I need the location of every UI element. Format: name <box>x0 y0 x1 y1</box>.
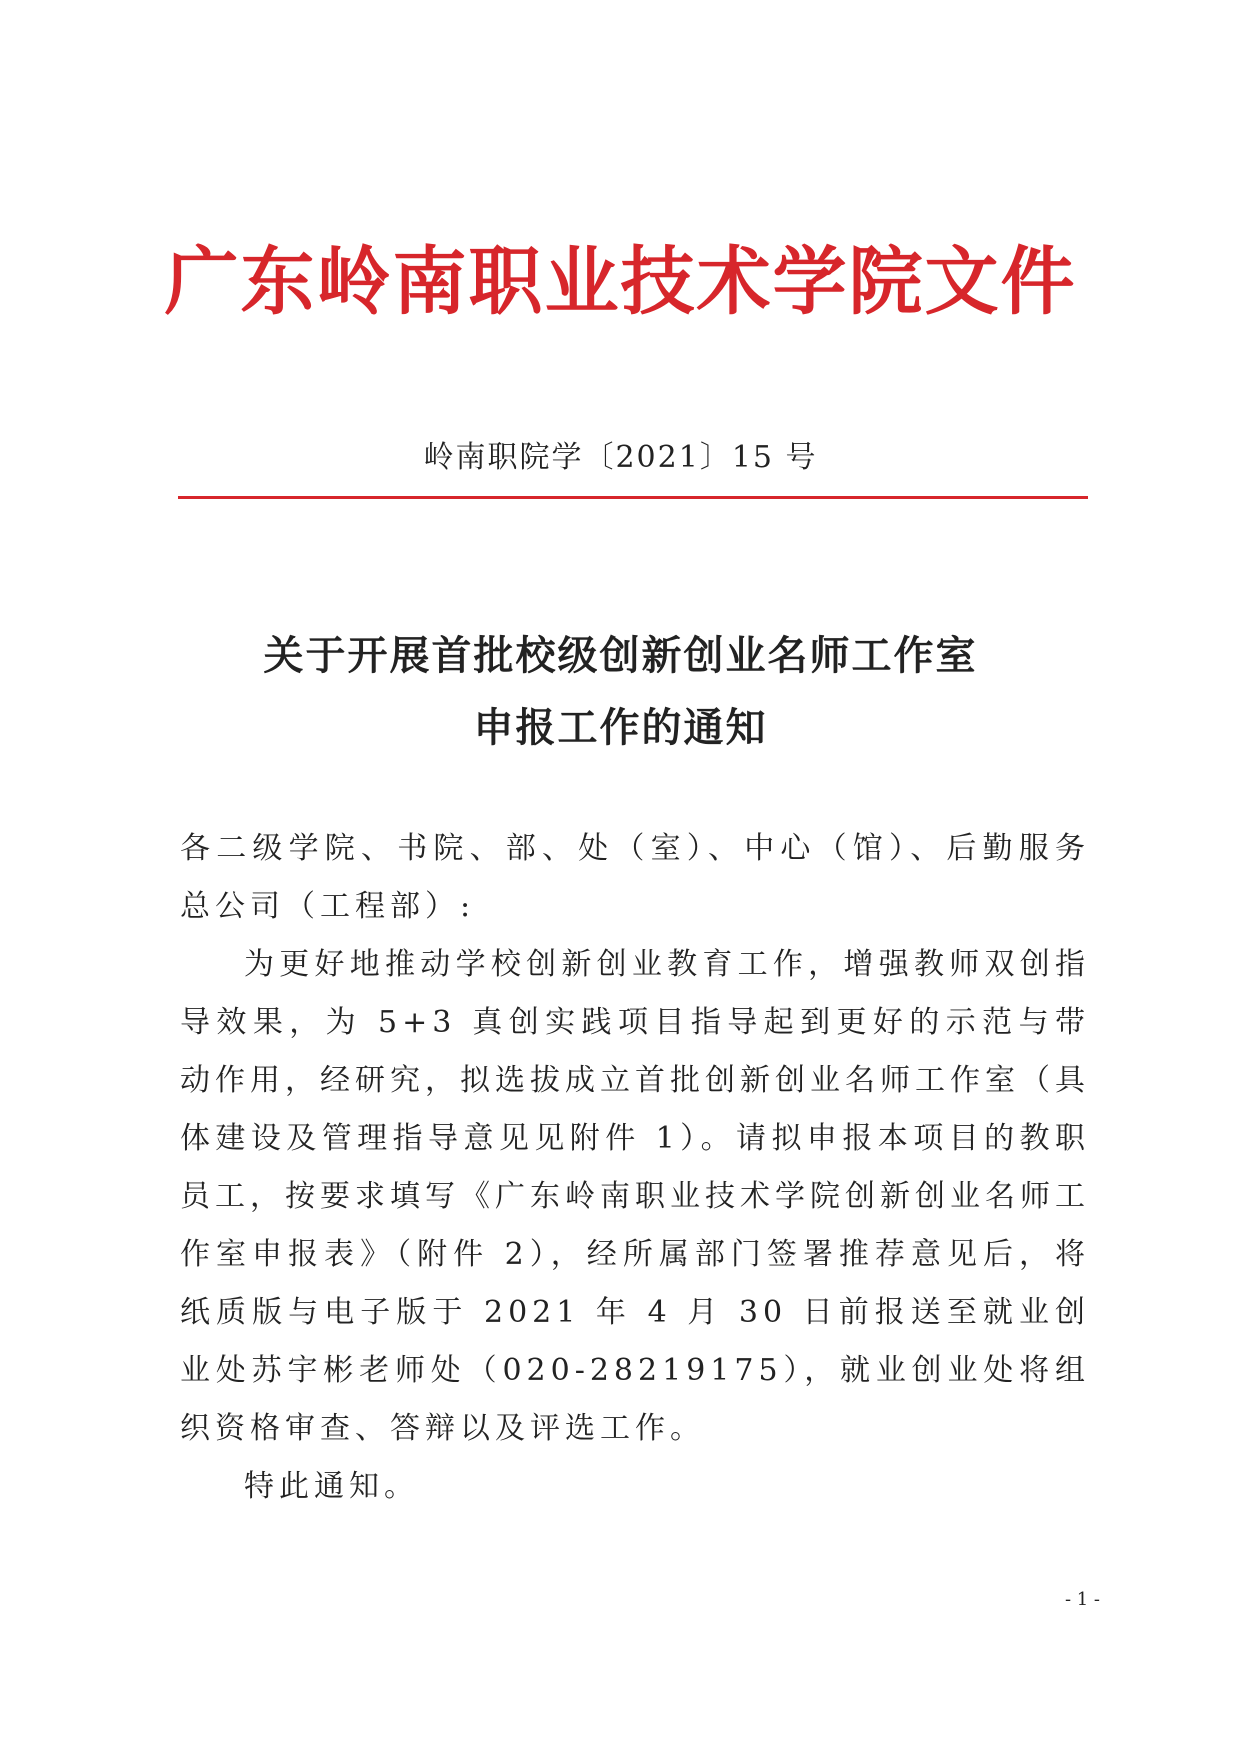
notice-body <box>180 820 1090 1516</box>
body-paragraph: 为更好地推动学校创新创业教育工作，增强教师双创指导效果，为 5+3 真创实践项目指导起到更好的示范与带动作用，经研究，拟选拔成立首批创新创业名师工作室（具体建设及管理指导意见见附件 1）。请拟申报本项目的教职员工，按要求填写《广东岭南职业技术学院创新创业名师工作室申报表》（附件 2），经所属部门签署推荐意见后，将纸质版与电子版于 2021 年 4 月 30 日前报送至就业创业处苏宇彬老师处（020-28219175），就业创业处将组织资格审查、答辩以及评选工作。 <box>180 947 1090 1446</box>
masthead-title: 广东岭南职业技术学院文件 <box>164 239 1077 325</box>
notice-title-line-2: 申报工作的通知 <box>473 704 768 751</box>
page-number: - 1 - <box>1064 1589 1100 1610</box>
closing-line: 特此通知。 <box>244 1469 419 1504</box>
notice-title-line-1: 关于开展首批校级创新创业名师工作室 <box>263 632 978 679</box>
document-number: 岭南职院学〔2021〕15 号 <box>423 440 818 475</box>
notice-title <box>0 620 1241 764</box>
salutation: 各二级学院、书院、部、处（室）、中心（馆）、后勤服务总公司（工程部）: <box>180 831 1090 924</box>
red-divider-line <box>178 496 1088 499</box>
